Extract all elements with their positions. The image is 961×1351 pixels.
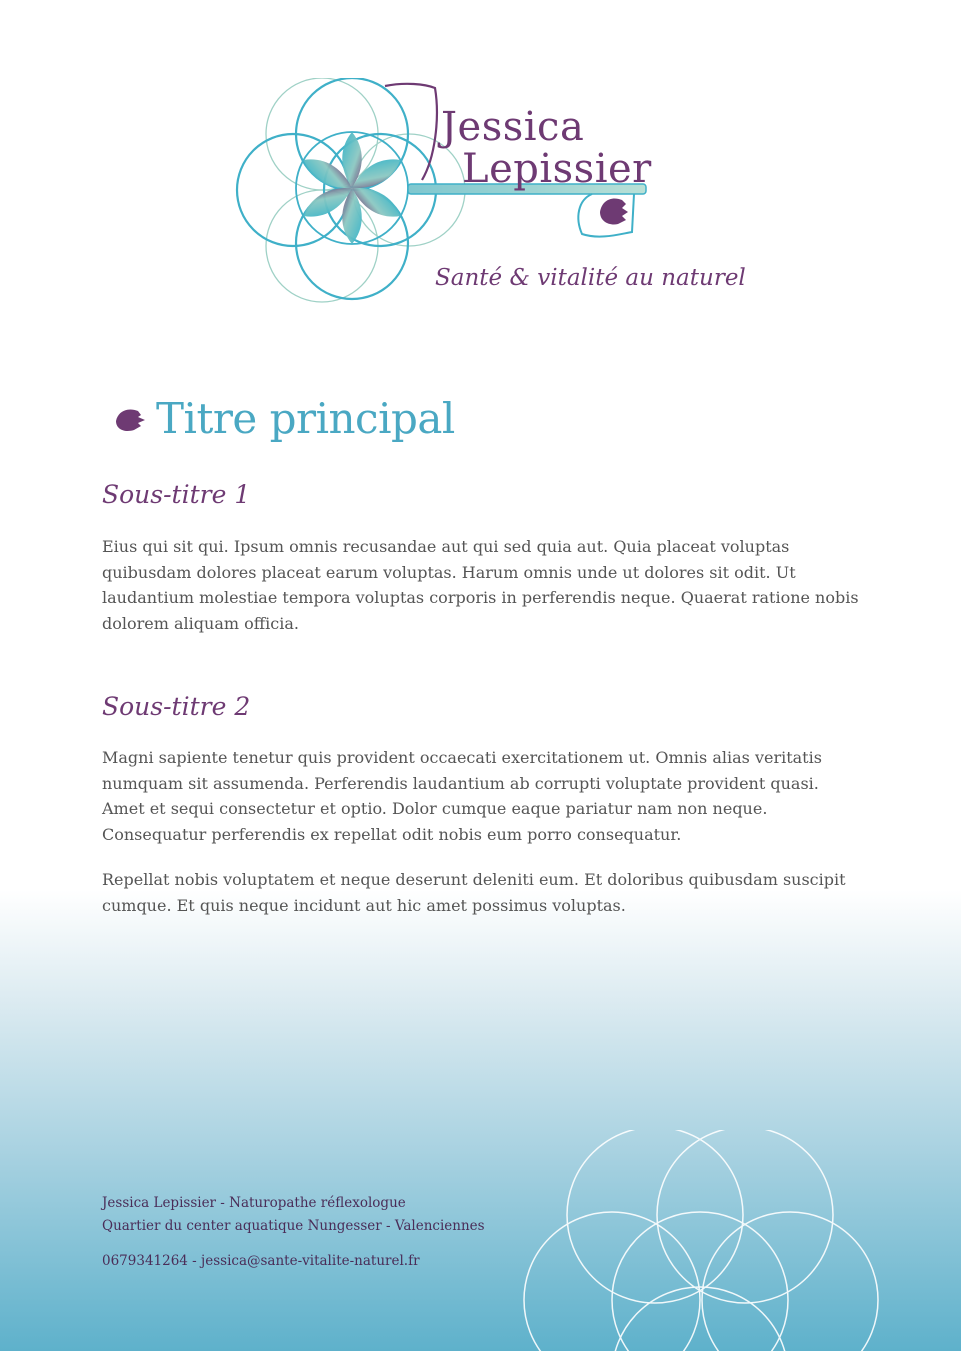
section-subtitle-1: Sous-titre 1 xyxy=(102,480,251,509)
footer-contact-line: 0679341264 - jessica@sante-vitalite-naturel.fr xyxy=(102,1253,420,1269)
section-2-paragraph-1: Magni sapiente tenetur quis provident occaecati exercitationem ut. Omnis alias veritatis numquam sit assumenda. Perferendis laudantium ab corrupti voluptate provident quasi. Amet et sequi consectetur et optio. Dolor cumque eaque pariatur nam non neque. Consequatur perferendis ex repellat odit nobis eum porro consequatur. xyxy=(102,748,822,844)
logo-last-name: Lepissier xyxy=(462,146,652,192)
main-title xyxy=(114,394,455,443)
background-flower-icon xyxy=(520,1130,961,1351)
section-1-paragraph-1: Eius qui sit qui. Ipsum omnis recusandae aut qui sed quia aut. Quia placeat voluptas quibusdam dolores placeat earum voluptas. Harum omnis unde ut dolores sit odit. Ut laudantium molestiae tempora voluptas corporis in perferendis neque. Quaerat ratione nobis dolorem aliquam officia. xyxy=(102,537,859,633)
logo-first-name: Jessica xyxy=(441,104,585,150)
footer-address-line: Quartier du center aquatique Nungesser - Valenciennes xyxy=(102,1218,485,1234)
section-2-paragraph-2: Repellat nobis voluptatem et neque deserunt deleniti eum. Et doloribus quibusdam suscipit cumque. Et quis neque incidunt aut hic amet possimus voluptas. xyxy=(102,870,846,915)
page-title: Titre principal xyxy=(156,394,455,443)
logo xyxy=(230,78,746,303)
logo-tagline: Santé & vitalité au naturel xyxy=(435,265,746,291)
footer-name-line: Jessica Lepissier - Naturopathe réflexologue xyxy=(102,1195,406,1211)
leaf-icon xyxy=(114,405,148,433)
section-subtitle-2: Sous-titre 2 xyxy=(102,692,251,721)
